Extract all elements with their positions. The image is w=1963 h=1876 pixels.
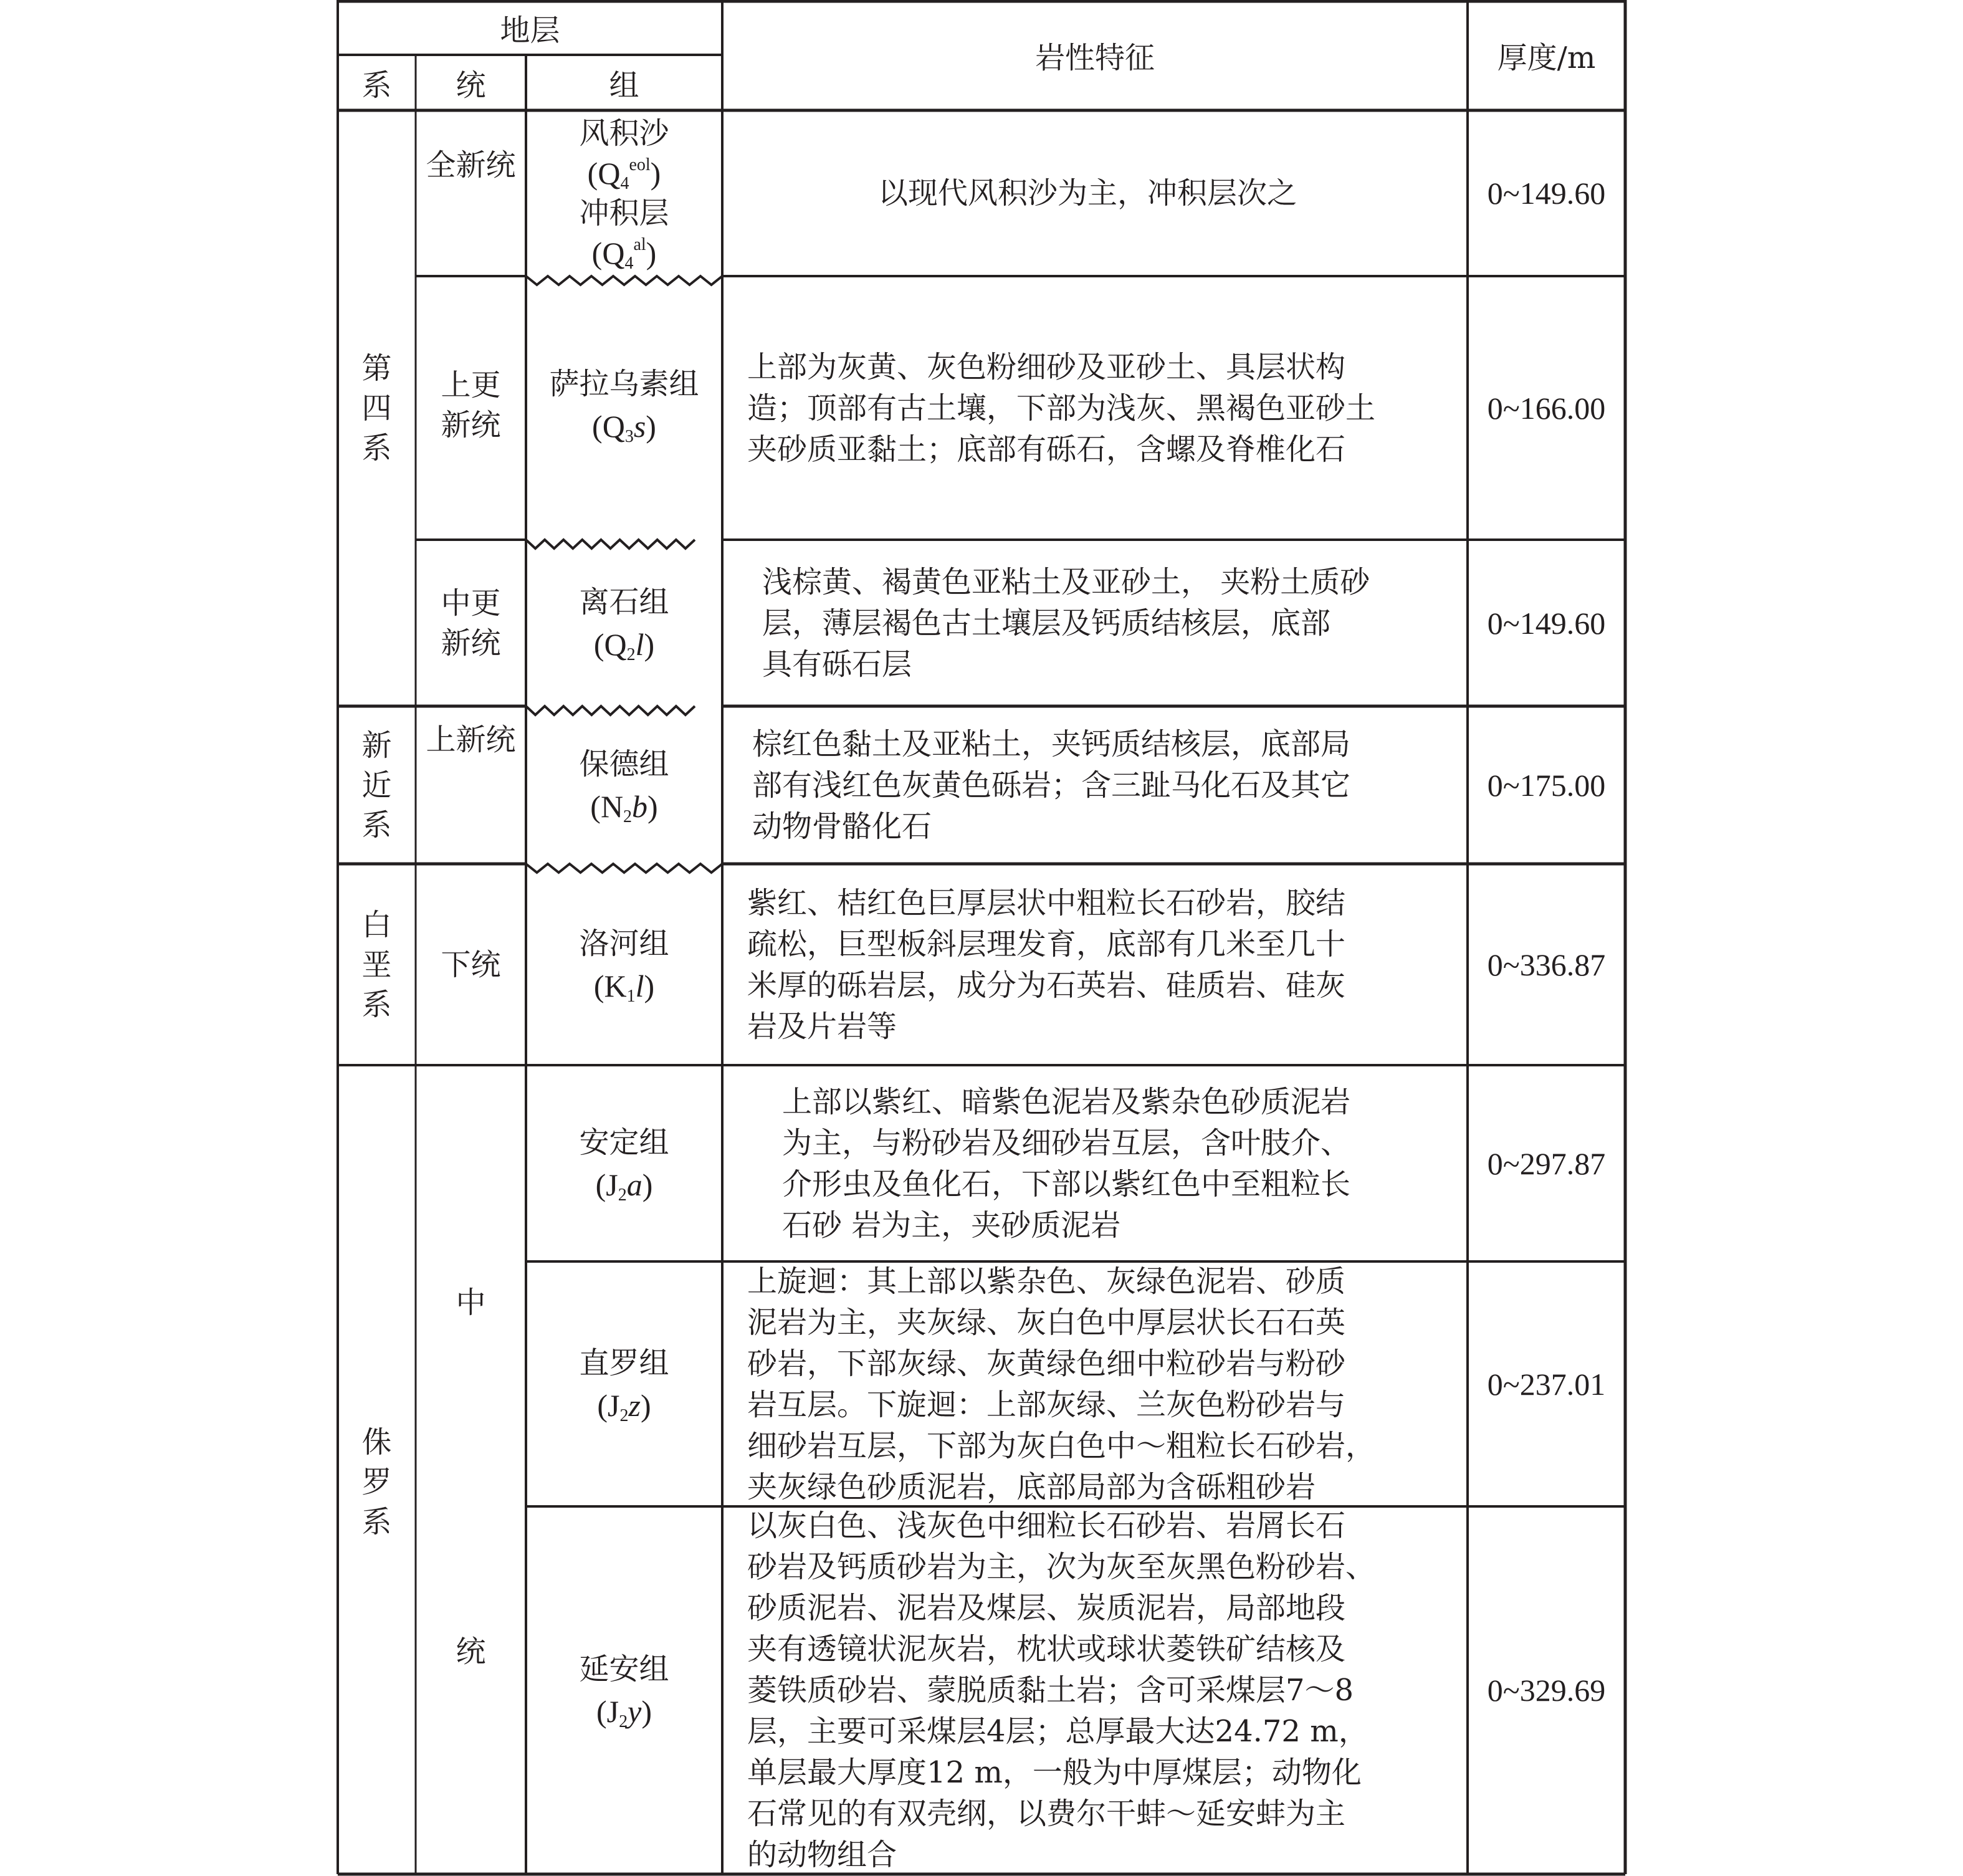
lithology-line: 为主，与粉砂岩及细砂岩互层，含叶肢介、 <box>782 1125 1351 1161</box>
thickness-value: 0~297.87 <box>1487 1146 1606 1181</box>
thickness-value: 0~149.60 <box>1487 176 1606 211</box>
lithology-line: 岩及片岩等 <box>747 1008 897 1044</box>
series-pliocene <box>416 706 526 864</box>
formation-code: $(J_2a)$ <box>595 1167 653 1205</box>
system-char: 新 <box>361 727 392 763</box>
series-lower <box>416 864 526 1065</box>
thickness-value: 0~149.60 <box>1487 605 1606 641</box>
formation-name: 萨拉乌素组 <box>549 366 699 401</box>
lithology-line: 介形虫及鱼化石，下部以紫红色中至粗粒长 <box>782 1166 1351 1202</box>
thickness-value: 0~166.00 <box>1487 390 1606 426</box>
lithology-line: 泥岩为主，夹灰绿、灰白色中厚层状长石石英 <box>747 1304 1346 1340</box>
formation-code: $(Q_4^{al})$ <box>591 235 657 273</box>
lithology-line: 的动物组合 <box>747 1837 897 1872</box>
formation-name: 安定组 <box>579 1124 669 1160</box>
formation-code: $(Q_2l)$ <box>593 626 655 664</box>
formation-code: $(J_2y)$ <box>596 1694 652 1731</box>
lithology-line: 米厚的砾岩层，成分为石英岩、硅质岩、硅灰 <box>747 967 1346 1003</box>
lithology-line: 层，薄层褐色古土壤层及钙质结核层，底部 <box>762 605 1331 641</box>
formation-name: 风积沙 <box>579 116 669 151</box>
lithology-cell <box>722 540 1468 706</box>
lithology-text <box>747 347 1375 470</box>
lithology-line: 石常见的有双壳纲，以费尔干蚌～延安蚌为主 <box>747 1796 1346 1831</box>
formation-anding <box>526 1065 722 1261</box>
formation-name: 冲积层 <box>579 196 669 231</box>
series-line: 统 <box>456 1634 486 1669</box>
lithology-line: 具有砾石层 <box>762 646 912 682</box>
formation-zhiluo <box>526 1261 722 1506</box>
series-name: 下统 <box>441 947 501 982</box>
system-char: 垩 <box>361 947 392 982</box>
formation-code: $(J_2z)$ <box>597 1387 651 1425</box>
header-thickness: 厚度/m <box>1497 41 1596 75</box>
lithology-line: 棕红色黏土及亚粘土，夹钙质结核层，底部局 <box>752 726 1351 762</box>
header-series: 统 <box>456 68 486 103</box>
header-system: 系 <box>361 68 392 103</box>
lithology-line: 单层最大厚度12 m，一般为中厚煤层；动物化 <box>747 1755 1362 1790</box>
formation-name: 延安组 <box>579 1652 669 1687</box>
formation-name: 直罗组 <box>579 1345 669 1381</box>
lithology-line: 上部以紫红、暗紫色泥岩及紫杂色砂质泥岩 <box>782 1084 1351 1119</box>
series-name: 全新统 <box>426 148 516 183</box>
lithology-line: 砂岩及钙质砂岩为主，次为灰至灰黑色粉砂岩、 <box>747 1549 1376 1584</box>
lithology-cell <box>722 706 1468 864</box>
system-quaternary <box>338 110 416 706</box>
lithology-text <box>747 1261 1375 1508</box>
formation-yanan <box>526 1506 722 1874</box>
lithology-line: 以灰白色、浅灰色中细粒长石砂岩、岩屑长石 <box>747 1508 1346 1543</box>
header-formation: 组 <box>609 68 639 103</box>
lithology-line: 石砂 岩为主，夹砂质泥岩 <box>782 1207 1121 1243</box>
system-char: 侏 <box>361 1425 392 1460</box>
formation-luohe <box>526 864 722 1065</box>
lithology-cell <box>722 110 1468 276</box>
lithology-line: 以现代风积沙为主，冲积层次之 <box>877 176 1297 211</box>
lithology-line: 夹灰绿色砂质泥岩，底部局部为含砾粗砂岩 <box>747 1469 1316 1505</box>
series-middle-pleistocene <box>416 540 526 706</box>
lithology-line: 层，主要可采煤层4层；总厚最大达24.72 m， <box>747 1714 1368 1749</box>
system-char: 系 <box>361 807 392 843</box>
system-cretaceous <box>338 864 416 1065</box>
formation-salawusu <box>526 276 722 540</box>
lithology-line: 造；顶部有古土壤，下部为浅灰、黑褐色亚砂土 <box>747 390 1376 426</box>
lithology-text <box>782 1081 1350 1246</box>
series-line: 中更 <box>441 585 501 621</box>
lithology-line: 部有浅红色灰黄色砾岩；含三趾马化石及其它 <box>752 767 1351 803</box>
system-jurassic <box>338 1065 416 1874</box>
lithology-cell <box>722 864 1468 1065</box>
system-char: 系 <box>361 987 392 1022</box>
lithology-line: 菱铁质砂岩、蒙脱质黏土岩；含可采煤层7～8 <box>747 1673 1354 1708</box>
system-char: 近 <box>361 767 392 803</box>
thickness-value: 0~336.87 <box>1487 947 1606 982</box>
lithology-line: 夹砂质亚黏土；底部有砾石，含螺及脊椎化石 <box>747 431 1346 467</box>
lithology-cell <box>722 1065 1468 1261</box>
header-strata: 地层 <box>500 12 560 48</box>
system-char: 第 <box>361 351 392 386</box>
formation-code: $(Q_3s)$ <box>592 408 656 446</box>
thickness-value: 0~329.69 <box>1487 1673 1606 1708</box>
lithology-line: 细砂岩互层，下部为灰白色中～粗粒长石砂岩， <box>747 1428 1376 1463</box>
lithology-line: 紫红、桔红色巨厚层状中粗粒长石砂岩，胶结 <box>747 885 1346 921</box>
system-char: 四 <box>361 391 392 426</box>
system-char: 系 <box>361 431 392 466</box>
lithology-line: 夹有透镜状泥灰岩，枕状或球状菱铁矿结核及 <box>747 1632 1346 1667</box>
lithology-line: 上旋迴：其上部以紫杂色、灰绿色泥岩、砂质 <box>747 1263 1346 1299</box>
series-line: 上更 <box>441 367 501 403</box>
lithology-cell <box>722 1506 1468 1874</box>
formation-name: 洛河组 <box>579 926 669 961</box>
lithology-line: 砂质泥岩、泥岩及煤层、炭质泥岩，局部地段 <box>747 1591 1346 1625</box>
lithology-line: 上部为灰黄、灰色粉细砂及亚砂土、具层状构 <box>747 349 1346 385</box>
system-char: 罗 <box>361 1465 392 1500</box>
lithology-cell <box>722 1261 1468 1506</box>
lithology-line: 动物骨骼化石 <box>752 808 932 844</box>
series-middle-char-2 <box>416 1627 526 1677</box>
system-neogene <box>338 706 416 864</box>
thickness-value: 0~237.01 <box>1487 1366 1606 1402</box>
lithology-text <box>747 883 1345 1047</box>
formation-name: 离石组 <box>579 584 669 620</box>
lithology-text <box>752 724 1350 847</box>
formation-code: $(K_1l)$ <box>593 968 655 1006</box>
lithology-text <box>747 1505 1375 1875</box>
lithology-cell <box>722 276 1468 540</box>
series-middle-char-1 <box>416 1278 526 1328</box>
thickness-value: 0~175.00 <box>1487 767 1606 803</box>
series-line: 中 <box>456 1285 486 1320</box>
formation-aeolian-alluvial <box>526 110 722 276</box>
lithology-line: 疏松，巨型板斜层理发育，底部有几米至几十 <box>747 926 1346 962</box>
lithology-line: 砂岩，下部灰绿、灰黄绿色细中粒砂岩与粉砂 <box>747 1346 1346 1381</box>
series-upper-pleistocene <box>416 276 526 540</box>
system-char: 系 <box>361 1505 392 1539</box>
formation-baode <box>526 706 722 864</box>
series-name: 上新统 <box>426 722 516 757</box>
series-line: 新统 <box>441 625 501 661</box>
formation-code: $(N_2b)$ <box>590 788 658 826</box>
series-holocene <box>416 110 526 276</box>
header-lithology: 岩性特征 <box>1034 41 1155 75</box>
system-char: 白 <box>361 907 392 942</box>
formation-lishi <box>526 540 722 706</box>
lithology-text <box>762 562 1370 685</box>
series-line: 新统 <box>441 407 501 443</box>
lithology-line: 岩互层。下旋迴：上部灰绿、兰灰色粉砂岩与 <box>747 1387 1346 1422</box>
formation-code: $(Q_4^{eol})$ <box>587 155 661 193</box>
formation-name: 保德组 <box>579 746 669 782</box>
lithology-text <box>878 173 1297 214</box>
lithology-line: 浅棕黄、褐黄色亚粘土及亚砂土， 夹粉土质砂 <box>762 564 1370 600</box>
